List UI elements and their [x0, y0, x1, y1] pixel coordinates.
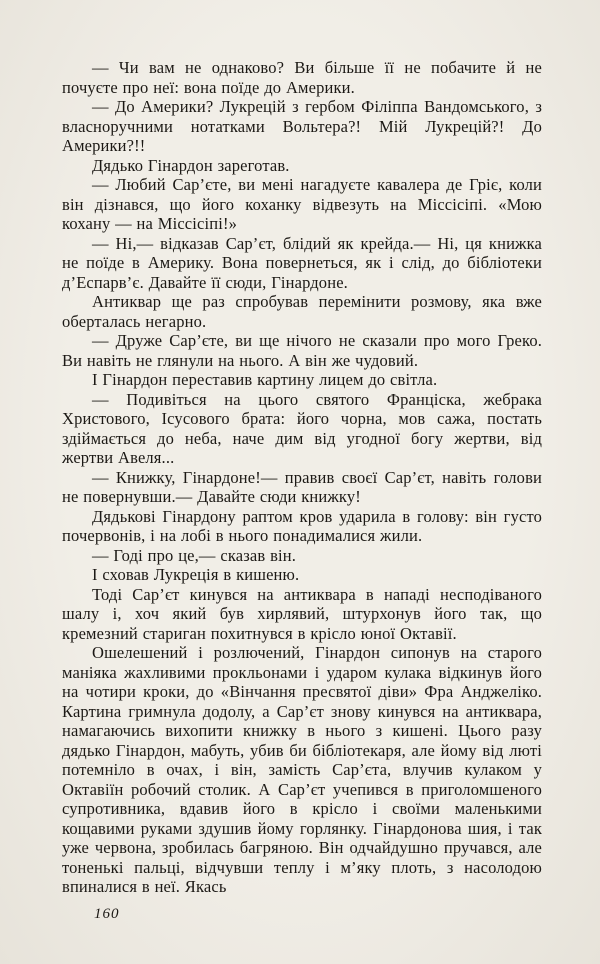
- paragraph: Дядько Гінардон зареготав.: [92, 155, 290, 175]
- paragraph: — Ні,— відказав Сар’єт, блідий як крейда.— Ні, ця книжка не поїде в Америку. Вона повернеться, як і слід, до бібліотеки д’Еспарв’є. Давайте її сюди, Гінардоне.: [62, 233, 542, 292]
- paragraph: — До Америки? Лукрецій з гербом Філіппа Вандомського, з власноручними нотатками Вольтера?! Мій Лукрецій?! До Америки?!!: [62, 97, 542, 155]
- paragraph: Тоді Сар’єт кинувся на антиквара в нападі несподіваного шалу і, хоч який був хирлявий, штурхонув його так, що кремезний стариган похитнувся в крісло юної Октавії.: [62, 584, 542, 643]
- page-number: 160: [94, 905, 120, 922]
- paragraph: — Чи вам не однаково? Ви більше її не побачите й не почуєте про неї: вона поїде до Америки.: [62, 58, 542, 97]
- paragraph: Дядькові Гінардону раптом кров ударила в голову: він густо почервонів, і на лобі в нього понадималися жили.: [62, 506, 542, 545]
- paragraph: — Подивіться на цього святого Франціска, жебрака Христового, Ісусового брата: його чорна, мов сажа, постать здіймається до неба, наче дим від угодної богу жертви, від жертви Авеля...: [62, 389, 542, 467]
- paragraph: І сховав Лукреція в кишеню.: [92, 565, 300, 584]
- paragraph: Антиквар ще раз спробував перемінити розмову, яка вже оберталась негарно.: [62, 292, 542, 331]
- paragraph: І Гінардон переставив картину лицем до світла.: [92, 370, 438, 389]
- paragraph: — Книжку, Гінардоне!— правив своєї Сар’єт, навіть голови не повернувши.— Давайте сюди книжку!: [62, 467, 542, 506]
- paragraph: — Друже Сар’єте, ви ще нічого не сказали про мого Греко. Ви навіть не глянули на нього. А він же чудовий.: [62, 331, 542, 370]
- paragraph: Ошелешений і розлючений, Гінардон сипонув на старого маніяка жахливими прокльонами і ударом кулака відкинув його на чотири кроки, до «Вінчання пресвятої діви» Фра Анджеліко. Картина гримнула додолу, а Сар’єт знову кинувся на антиквара, намагаючись вихопити книжку в нього з кишені. Цього разу дядько Гінардон, мабуть, убив би бібліотекаря, але йому від люті потемніло в очах, і він, замість Сар’єта, влучив кулаком у Октавіїн робочий столик. А Сар’єт учепився в приголомшеного супротивника, вдавив його в крісло і своїми маленькими кощавими руками здушив йому горлянку. Гінардонова шия, і так уже червона, зробилась багряною. Він одчайдушно пручався, але тоненькі пальці, відчувши теплу і м’яку плоть, з насолодою впиналися в неї. Якась: [62, 643, 542, 896]
- paragraph: — Годі про це,— сказав він.: [92, 545, 297, 565]
- paragraph: — Любий Сар’єте, ви мені нагадуєте кавалера де Гріє, коли він дізнався, що його коханку відвезуть на Міссісіпі. «Мою кохану — на Міссісіпі!»: [62, 175, 542, 233]
- page-text: [62, 58, 542, 897]
